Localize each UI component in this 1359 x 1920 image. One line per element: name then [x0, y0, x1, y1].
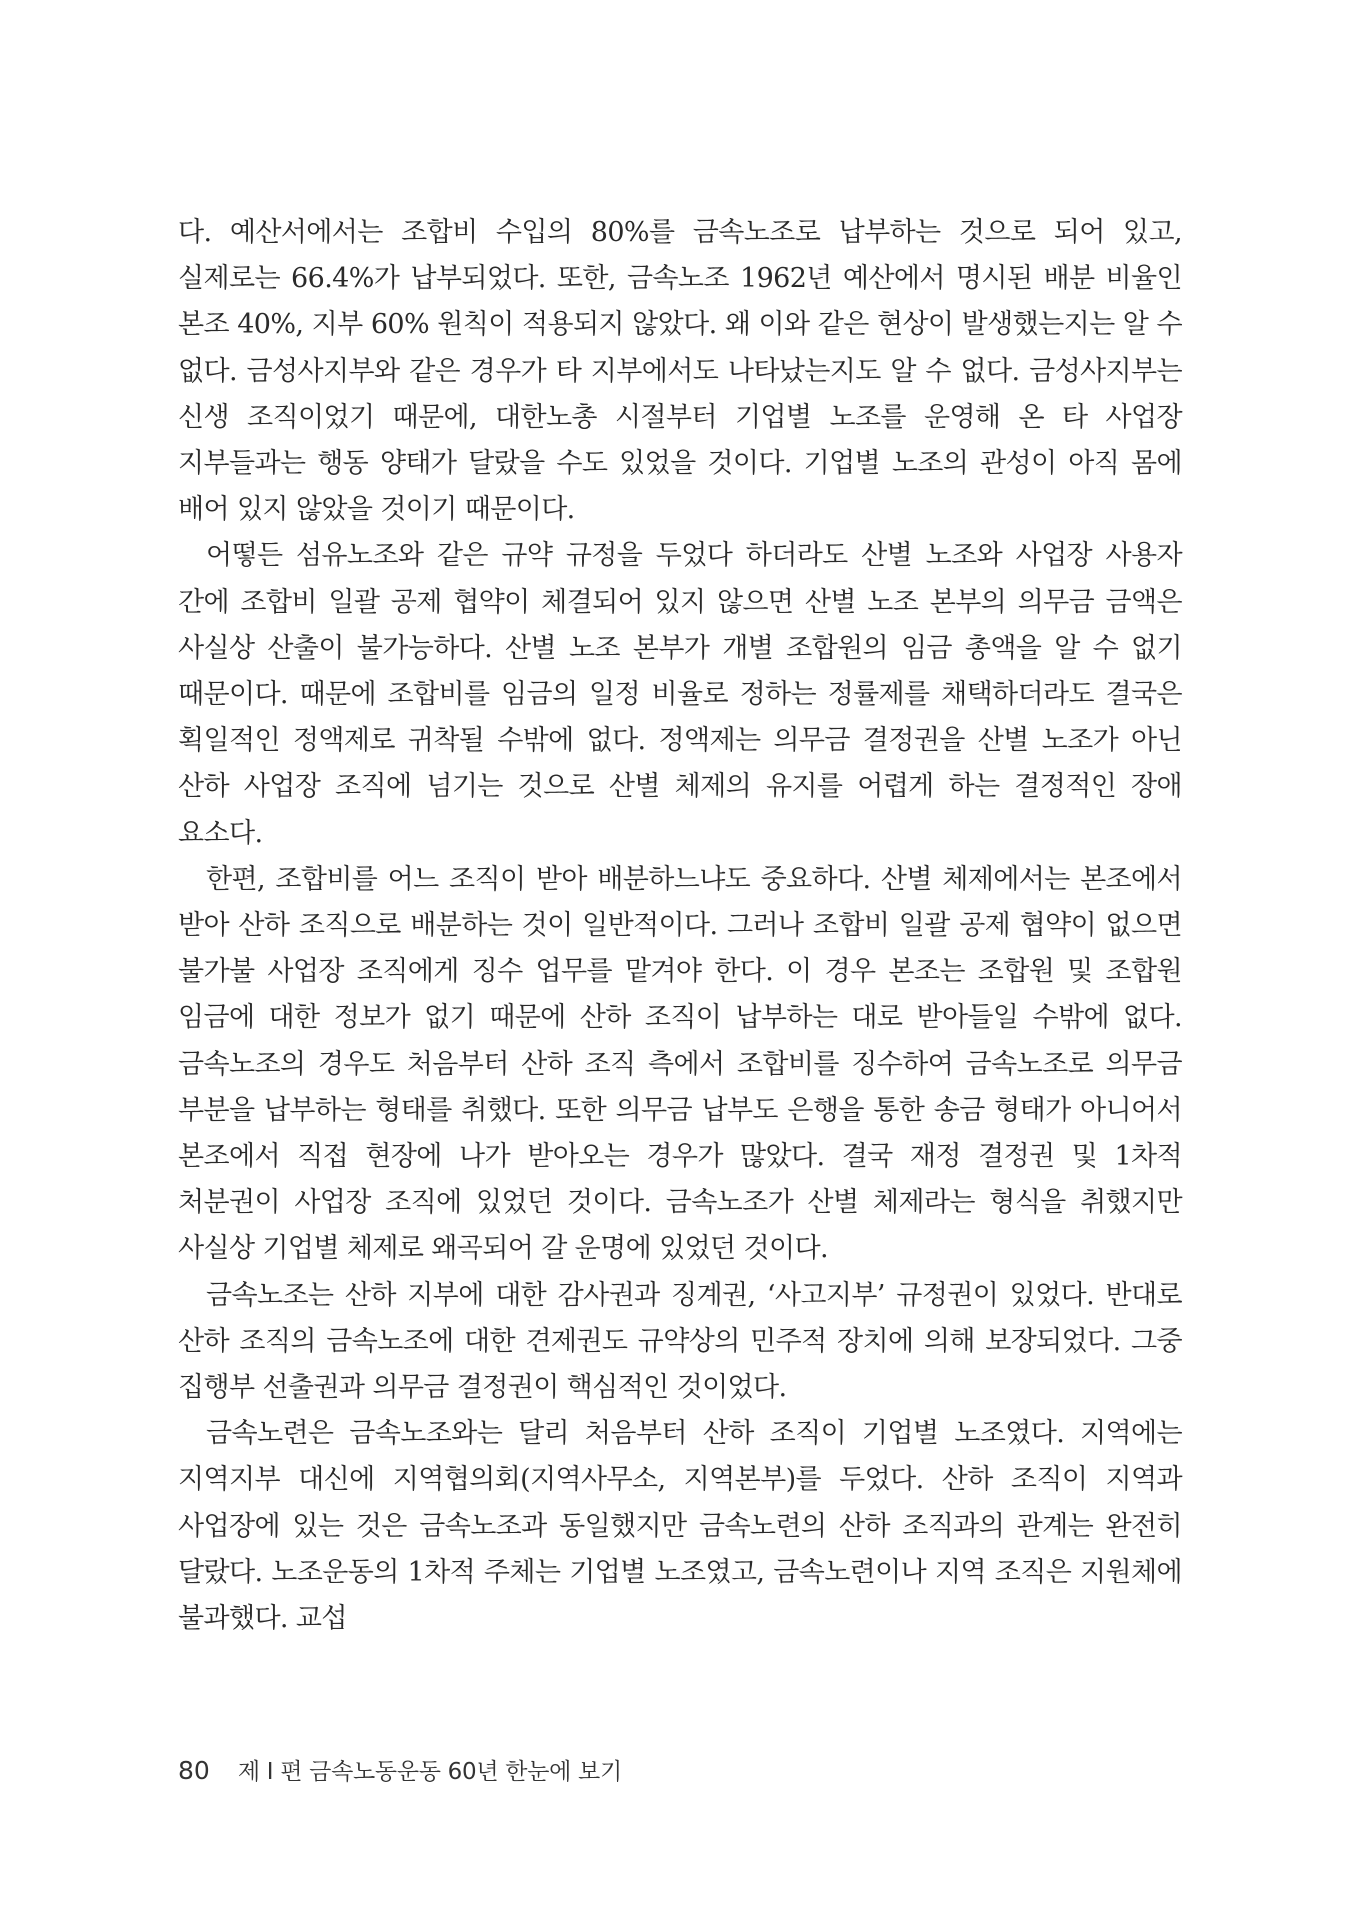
paragraph-3: 한편, 조합비를 어느 조직이 받아 배분하느냐도 중요하다. 산별 체제에서는 본조에서 받아 산하 조직으로 배분하는 것이 일반적이다. 그러나 조합비 일괄 공제 협약이 없으면 불가불 사업장 조직에게 징수 업무를 맡겨야 한다. 이 경우 본조는 조합원 및 조합원 임금에 대한 정보가 없기 때문에 산하 조직이 납부하는 대로 받아들일 수밖에 없다. 금속노조의 경우도 처음부터 산하 조직 측에서 조합비를 징수하여 금속노조로 의무금 부분을 납부하는 형태를 취했다. 또한 의무금 납부도 은행을 통한 송금 형태가 아니어서 본조에서 직접 현장에 나가 받아오는 경우가 많았다. 결국 재정 결정권 및 1차적 처분권이 사업장 조직에 있었던 것이다. 금속노조가 산별 체제라는 형식을 취했지만 사실상 기업별 체제로 왜곡되어 갈 운명에 있었던 것이다.	[178, 863, 1182, 1265]
paragraph-1: 다. 예산서에서는 조합비 수입의 80%를 금속노조로 납부하는 것으로 되어 있고, 실제로는 66.4%가 납부되었다. 또한, 금속노조 1962년 예산에서 명시된 배분 비율인 본조 40%, 지부 60% 원칙이 적용되지 않았다. 왜 이와 같은 현상이 발생했는지는 알 수 없다. 금성사지부와 같은 경우가 타 지부에서도 나타났는지도 알 수 없다. 금성사지부는 신생 조직이었기 때문에, 대한노총 시절부터 기업별 노조를 운영해 온 타 사업장 지부들과는 행동 양태가 달랐을 수도 있었을 것이다. 기업별 노조의 관성이 아직 몸에 배어 있지 않았을 것이기 때문이다.	[178, 217, 1182, 526]
running-title: 제 I 편 금속노동운동 60년 한눈에 보기	[237, 1759, 622, 1785]
page-footer	[178, 1753, 622, 1786]
paragraph-2: 어떻든 섬유노조와 같은 규약 규정을 두었다 하더라도 산별 노조와 사업장 사용자 간에 조합비 일괄 공제 협약이 체결되어 있지 않으면 산별 노조 본부의 의무금 금액은 사실상 산출이 불가능하다. 산별 노조 본부가 개별 조합원의 임금 총액을 알 수 없기 때문이다. 때문에 조합비를 임금의 일정 비율로 정하는 정률제를 채택하더라도 결국은 획일적인 정액제로 귀착될 수밖에 없다. 정액제는 의무금 결정권을 산별 노조가 아닌 산하 사업장 조직에 넘기는 것으로 산별 체제의 유지를 어렵게 하는 결정적인 장애 요소다.	[178, 540, 1182, 849]
paragraph-4: 금속노조는 산하 지부에 대한 감사권과 징계권, ‘사고지부’ 규정권이 있었다. 반대로 산하 조직의 금속노조에 대한 견제권도 규약상의 민주적 장치에 의해 보장되었다. 그중 집행부 선출권과 의무금 결정권이 핵심적인 것이었다.	[178, 1279, 1182, 1404]
page-number: 80	[178, 1756, 210, 1785]
paragraph-5: 금속노련은 금속노조와는 달리 처음부터 산하 조직이 기업별 노조였다. 지역에는 지역지부 대신에 지역협의회(지역사무소, 지역본부)를 두었다. 산하 조직이 지역과 사업장에 있는 것은 금속노조과 동일했지만 금속노련의 산하 조직과의 관계는 완전히 달랐다. 노조운동의 1차적 주체는 기업별 노조였고, 금속노련이나 지역 조직은 지원체에 불과했다. 교섭	[178, 1418, 1182, 1635]
page-body	[178, 210, 1182, 1642]
